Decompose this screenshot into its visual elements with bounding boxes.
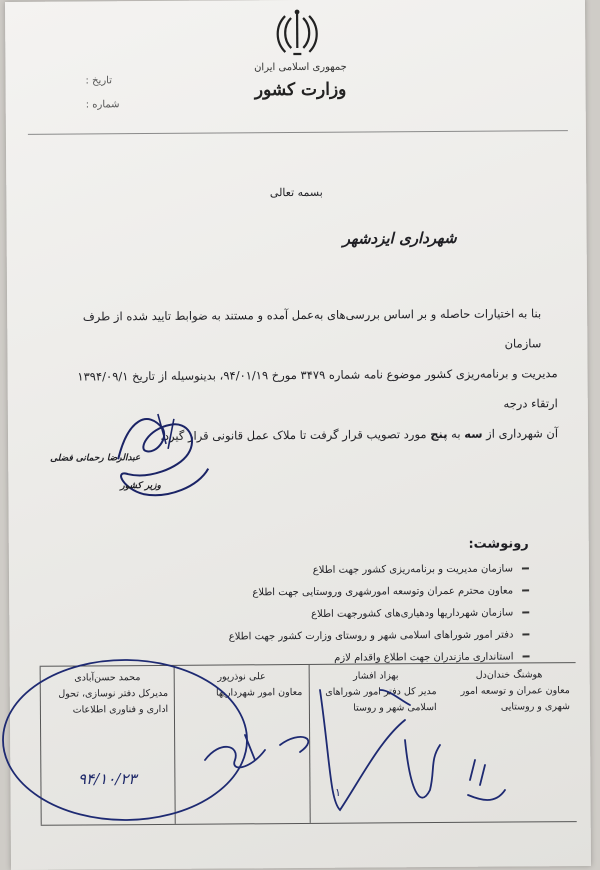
signoff-title: مدیرکل دفتر نوسازی، تحول اداری و فناوری اطلاعات: [58, 687, 169, 716]
signoff-cell: [174, 665, 309, 824]
number-label: شماره :: [85, 99, 120, 111]
signoff-title: مدیر کل دفتر امور شوراهای اسلامی شهر و روستا: [325, 686, 437, 714]
handwritten-mark: ۱: [335, 786, 341, 799]
signoff-table: [40, 662, 577, 826]
body-line: آن شهرداری از سه به پنج مورد تصویب قرار گرفت تا ملاک عمل قانونی قرار گیرد.: [160, 426, 559, 443]
signoff-name: محمد حسن‌آبادی: [74, 672, 141, 684]
cc-item: سازمان شهرداریها ودهیاری‌های کشورجهت اطلاع: [149, 602, 529, 627]
handwritten-date: ۹۴/۱۰/۲۳: [78, 770, 137, 788]
signoff-title: معاون عمران و توسعه امور شهری و روستایی: [460, 685, 570, 713]
country-name: جمهوری اسلامی ایران: [254, 61, 347, 74]
ministry-name: وزارت کشور: [254, 79, 347, 101]
cc-item: سازمان مدیریت و برنامه‌ریزی کشور جهت اطلاع: [149, 558, 529, 583]
body-line: بنا به اختیارات حاصله و بر اساس بررسی‌های به‌عمل آمده و مستند به ضوابط تایید شده از طرف سازمان: [82, 306, 542, 351]
iran-emblem-icon: [275, 8, 319, 58]
bismillah: بسمه تعالی: [269, 185, 323, 200]
cc-item: معاون محترم عمران وتوسعه امورشهری وروستایی جهت اطلاع: [149, 580, 529, 605]
cc-item: دفتر امور شوراهای اسلامی شهر و روستای وزارت کشور جهت اطلاع: [149, 624, 529, 649]
signoff-cell: [40, 666, 175, 825]
cc-list: [149, 558, 530, 671]
addressee: شهرداری ایزدشهر: [342, 228, 457, 248]
signoff-cell: [442, 663, 576, 822]
signoff-cell: [308, 664, 443, 823]
signoff-name: علی نوذرپور: [217, 671, 266, 683]
signoff-name: بهزاد افشار: [353, 670, 399, 682]
signatory-title: وزیر کشور: [120, 480, 162, 492]
body-line: مدیریت و برنامه‌ریزی کشور موضوع نامه شماره ۳۴۷۹ مورخ ۹۴/۰۱/۱۹، بدینوسیله از تاریخ ۱۳۹۴/۰۹/۱ ارتقاء درجه: [77, 366, 558, 411]
date-label: تاریخ :: [85, 75, 113, 87]
letter-page: [5, 0, 591, 870]
cc-item: استانداری مازندران جهت اطلاع واقدام لازم: [149, 646, 529, 671]
cc-heading: رونوشت:: [468, 536, 529, 552]
signatory-name: عبدالرضا رحمانی فضلی: [50, 453, 141, 464]
signoff-name: هوشنگ خندان‌دل: [475, 669, 543, 681]
header-divider: [28, 130, 568, 135]
signoff-title: معاون امور شهرداریها: [215, 686, 303, 699]
